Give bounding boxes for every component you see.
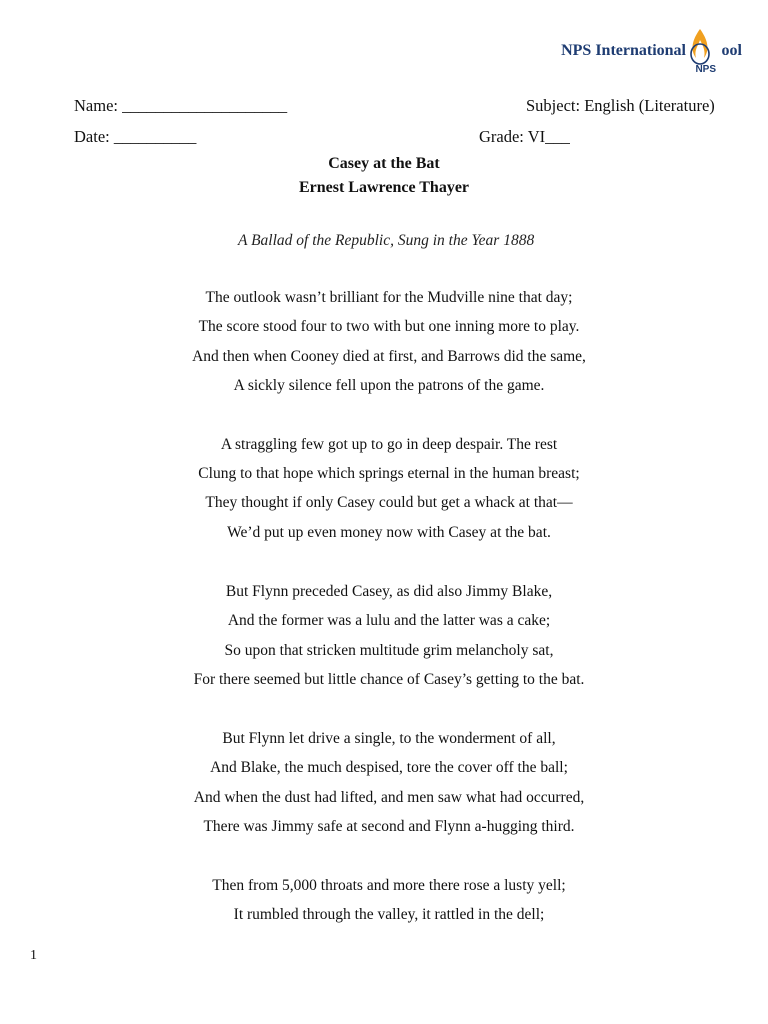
poem-line: Clung to that hope which springs eternal in the human breast;: [198, 465, 580, 482]
poem-line: The outlook wasn’t brilliant for the Mudville nine that day;: [205, 289, 573, 306]
name-field: Name: ____________________: [74, 96, 288, 115]
poem-line: And then when Cooney died at first, and Barrows did the same,: [192, 348, 586, 365]
school-name-suffix: ool: [721, 42, 742, 59]
poem-subtitle: A Ballad of the Republic, Sung in the Year 1888: [238, 232, 535, 249]
poem-line: But Flynn preceded Casey, as did also Jimmy Blake,: [225, 583, 553, 600]
poem-line: We’d put up even money now with Casey at the bat.: [227, 524, 551, 541]
poem-line: The score stood four to two with but one inning more to play.: [198, 318, 580, 335]
poem-line: For there seemed but little chance of Casey’s getting to the bat.: [193, 671, 585, 688]
school-header: [482, 30, 742, 78]
subject-field: Subject: English (Literature): [526, 96, 715, 115]
poem-title: Casey at the Bat: [328, 155, 440, 172]
poem-line: They thought if only Casey could but get a whack at that—: [205, 494, 573, 511]
poem-line: There was Jimmy safe at second and Flynn a-hugging third.: [203, 818, 575, 835]
poem-line: And when the dust had lifted, and men saw what had occurred,: [193, 789, 585, 806]
school-name: NPS International: [561, 42, 686, 59]
poem-line: But Flynn let drive a single, to the wonderment of all,: [222, 730, 556, 747]
date-field: Date: __________: [74, 127, 197, 146]
grade-field: Grade: VI___: [479, 127, 570, 146]
poem-line: And Blake, the much despised, tore the cover off the ball;: [210, 759, 568, 776]
poem-line: A sickly silence fell upon the patrons of the game.: [233, 377, 545, 394]
poem-author: Ernest Lawrence Thayer: [298, 179, 470, 196]
page-number: 1: [30, 948, 37, 963]
poem-line: A straggling few got up to go in deep despair. The rest: [220, 436, 558, 453]
logo-text: NPS: [695, 64, 716, 75]
poem-line: It rumbled through the valley, it rattled in the dell;: [233, 906, 545, 923]
poem-line: So upon that stricken multitude grim melancholy sat,: [224, 642, 554, 659]
poem-line: Then from 5,000 throats and more there rose a lusty yell;: [212, 877, 566, 894]
poem-line: And the former was a lulu and the latter was a cake;: [227, 612, 551, 629]
